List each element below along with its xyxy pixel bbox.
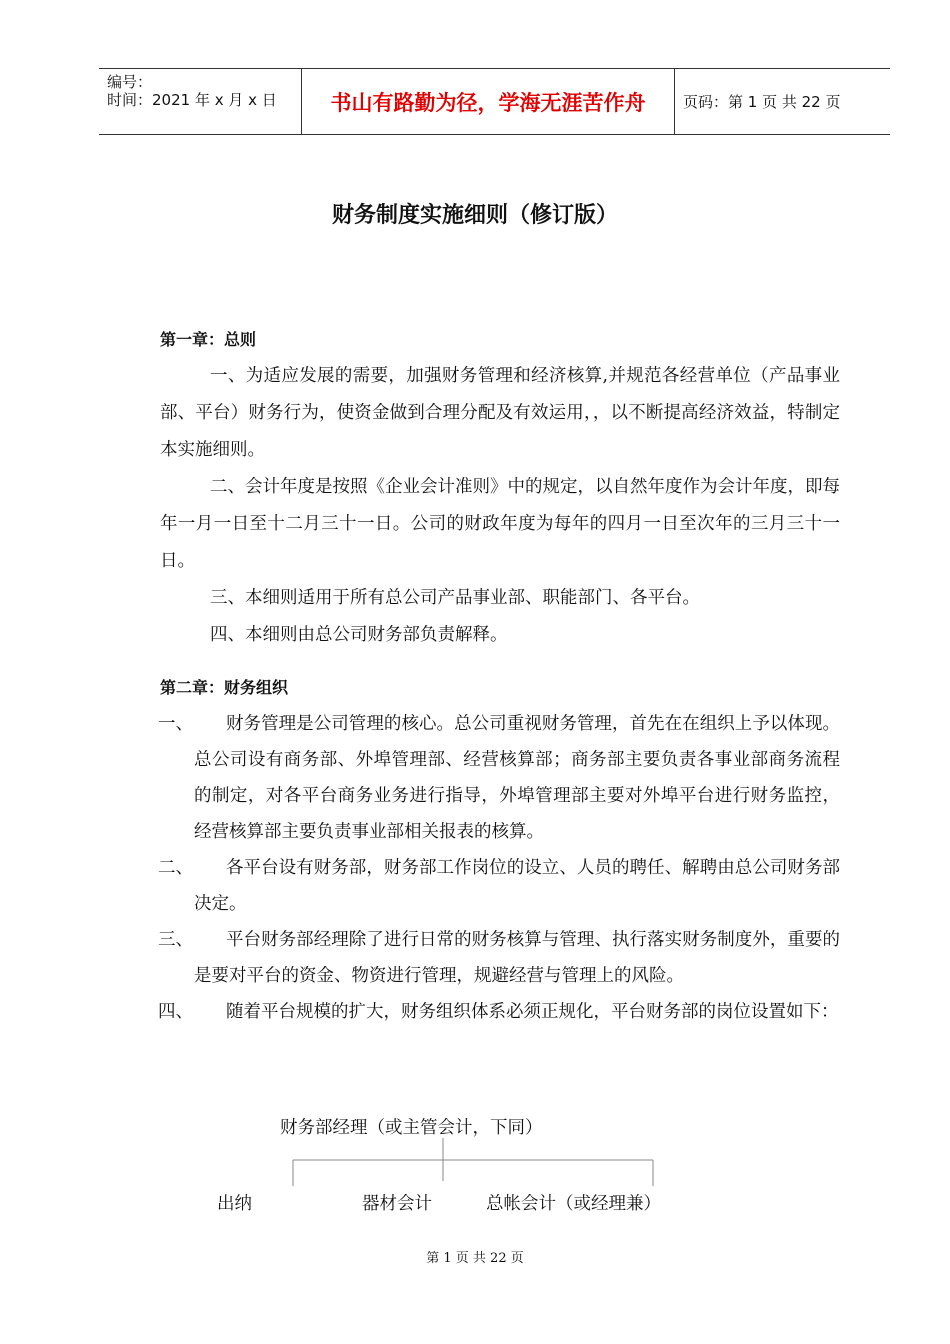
header-page-label: 页码：第 1 页 共 22 页	[683, 93, 841, 111]
time-label: 时间：2021 年 x 月 x 日	[107, 91, 277, 109]
item-number: 三、	[158, 930, 193, 950]
header-slogan: 书山有路勤为径，学海无涯苦作舟	[301, 69, 675, 134]
chapter1-paragraph: 二、会计年度是按照《企业会计准则》中的规定，以自然年度作为会计年度，即每年一月一日至十二月三十一日。公司的财政年度为每年的四月一日至次年的三月三十一日。	[160, 477, 840, 571]
header-meta	[99, 69, 301, 134]
org-chart-node-equipment-accountant: 器材会计	[362, 1194, 432, 1214]
item-number: 一、	[158, 714, 193, 734]
org-chart-root: 财务部经理（或主管会计，下同）	[280, 1118, 543, 1138]
org-chart-connectors	[290, 1138, 660, 1188]
chapter2-item	[158, 850, 840, 922]
item-text: 随着平台规模的扩大，财务组织体系必须正规化，平台财务部的岗位设置如下：	[226, 1002, 839, 1022]
page-footer: 第 1 页 共 22 页	[426, 1251, 524, 1266]
item-text: 各平台设有财务部，财务部工作岗位的设立、人员的聘任、解聘由总公司财务部决定。	[194, 858, 840, 914]
chapter1-heading: 第一章：总则	[160, 330, 257, 349]
item-number: 二、	[158, 858, 193, 878]
chapter2-item	[158, 706, 840, 850]
chapter1-paragraph: 一、为适应发展的需要，加强财务管理和经济核算,并规范各经营单位（产品事业部、平台）财务行为，使资金做到合理分配及有效运用，，以不断提高经济效益，特制定本实施细则。	[160, 366, 840, 460]
item-text: 平台财务部经理除了进行日常的财务核算与管理、执行落实财务制度外，重要的是要对平台的资金、物资进行管理，规避经营与管理上的风险。	[194, 930, 840, 986]
document-body	[160, 322, 840, 1030]
chapter2-item	[158, 922, 840, 994]
chapter1-paragraph: 四、本细则由总公司财务部负责解释。	[210, 625, 508, 645]
org-chart-node-general-ledger: 总帐会计（或经理兼）	[486, 1194, 661, 1214]
item-text: 财务管理是公司管理的核心。总公司重视财务管理，首先在在组织上予以体现。总公司设有商务部、外埠管理部、经营核算部；商务部主要负责各事业部商务流程的制定，对各平台商务业务进行指导，外埠管理部主要对外埠平台进行财务监控，经营核算部主要负责事业部相关报表的核算。	[194, 714, 840, 842]
org-chart-node-cashier: 出纳	[217, 1194, 252, 1214]
chapter2-item	[158, 994, 840, 1030]
header-table	[99, 68, 890, 135]
item-number: 四、	[158, 1002, 193, 1022]
chapter1-paragraph: 三、本细则适用于所有总公司产品事业部、职能部门、各平台。	[210, 588, 700, 608]
chapter2-heading: 第二章：财务组织	[160, 678, 289, 697]
document-title: 财务制度实施细则（修订版）	[331, 203, 618, 228]
number-label: 编号：	[107, 73, 153, 91]
